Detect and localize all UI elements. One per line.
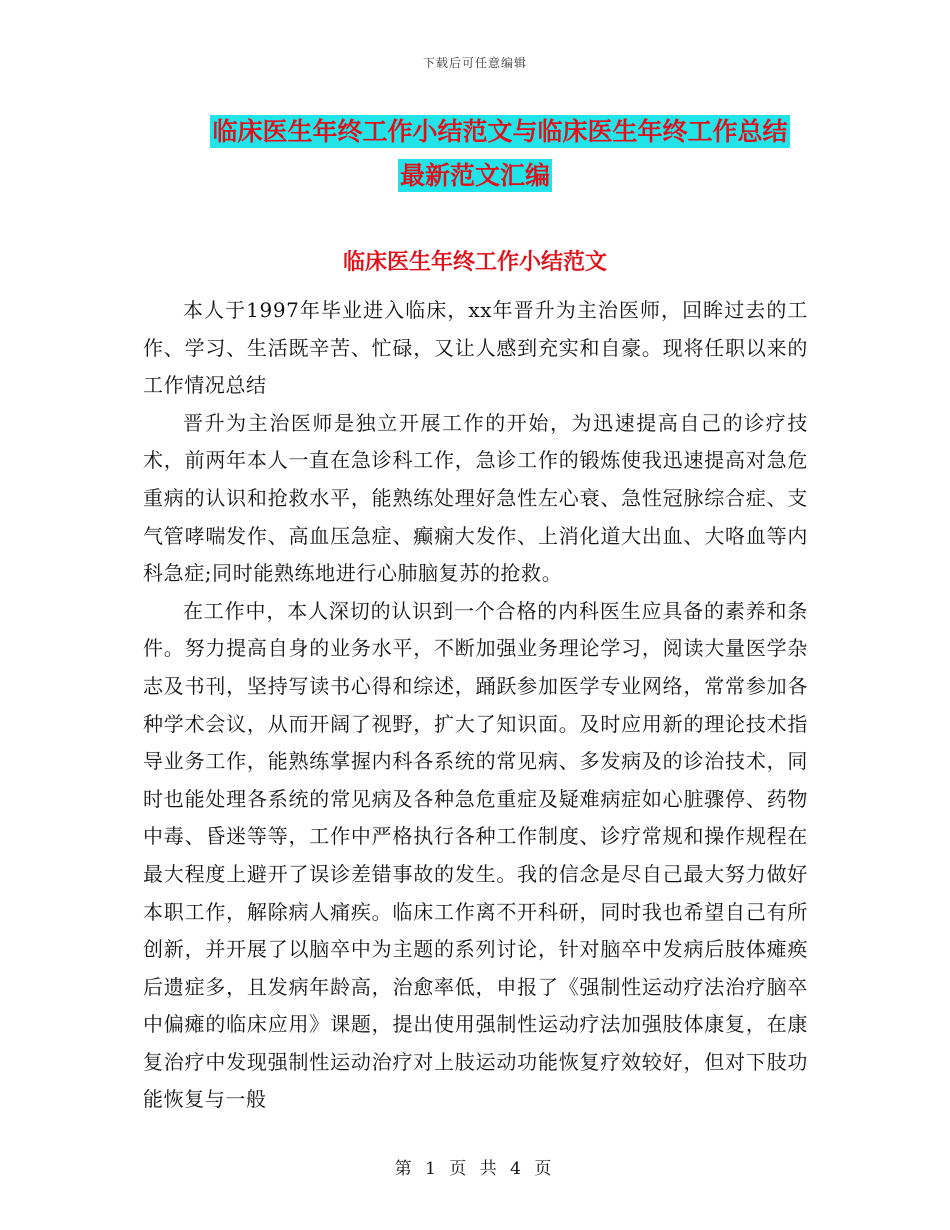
document-title — [0, 110, 950, 198]
page-header-note: 下载后可任意编辑 — [422, 56, 527, 70]
title-line-1: 临床医生年终工作小结范文与临床医生年终工作总结 — [212, 117, 788, 146]
paragraph: 晋升为主治医师是独立开展工作的开始，为迅速提高自己的诊疗技术，前两年本人一直在急诊科工作，急诊工作的锻炼使我迅速提高对急危重病的认识和抢救水平，能熟练处理好急性左心衰、急性冠脉综合症、支气管哮喘发作、高血压急症、癫痫大发作、上消化道大出血、大咯血等内科急症;同时能熟练地进行心肺脑复苏的抢救。 — [143, 410, 808, 586]
page-number-footer: 第 1 页 共 4 页 — [394, 1159, 556, 1179]
section-heading: 临床医生年终工作小结范文 — [342, 250, 607, 275]
title-line-2: 最新范文汇编 — [399, 161, 550, 190]
paragraph: 在工作中，本人深切的认识到一个合格的内科医生应具备的素养和条件。努力提高自身的业务水平，不断加强业务理论学习，阅读大量医学杂志及书刊，坚持写读书心得和综述，踊跃参加医学专业网络，常常参加各种学术会议，从而开阔了视野，扩大了知识面。及时应用新的理论技术指导业务工作，能熟练掌握内科各系统的常见病、多发病及的诊治技术，同时也能处理各系统的常见病及各种急危重症及疑难病症如心脏骤停、药物中毒、昏迷等等，工作中严格执行各种工作制度、诊疗常规和操作规程在最大程度上避开了误诊差错事故的发生。我的信念是尽自己最大努力做好本职工作，解除病人痛疾。临床工作离不开科研，同时我也希望自己有所创新，并开展了以脑卒中为主题的系列讨论，针对脑卒中发病后肢体瘫痪后遗症多，且发病年龄高，治愈率低，申报了《强制性运动疗法治疗脑卒中偏瘫的临床应用》课题，提出使用强制性运动疗法加强肢体康复，在康复治疗中发现强制性运动治疗对上肢运动功能恢复疗效较好，但对下肢功能恢复与一般 — [143, 598, 808, 1112]
paragraph: 本人于1997年毕业进入临床，xx年晋升为主治医师，回眸过去的工作、学习、生活既辛苦、忙碌，又让人感到充实和自豪。现将任职以来的工作情况总结 — [143, 298, 808, 398]
document-body — [143, 292, 808, 1119]
